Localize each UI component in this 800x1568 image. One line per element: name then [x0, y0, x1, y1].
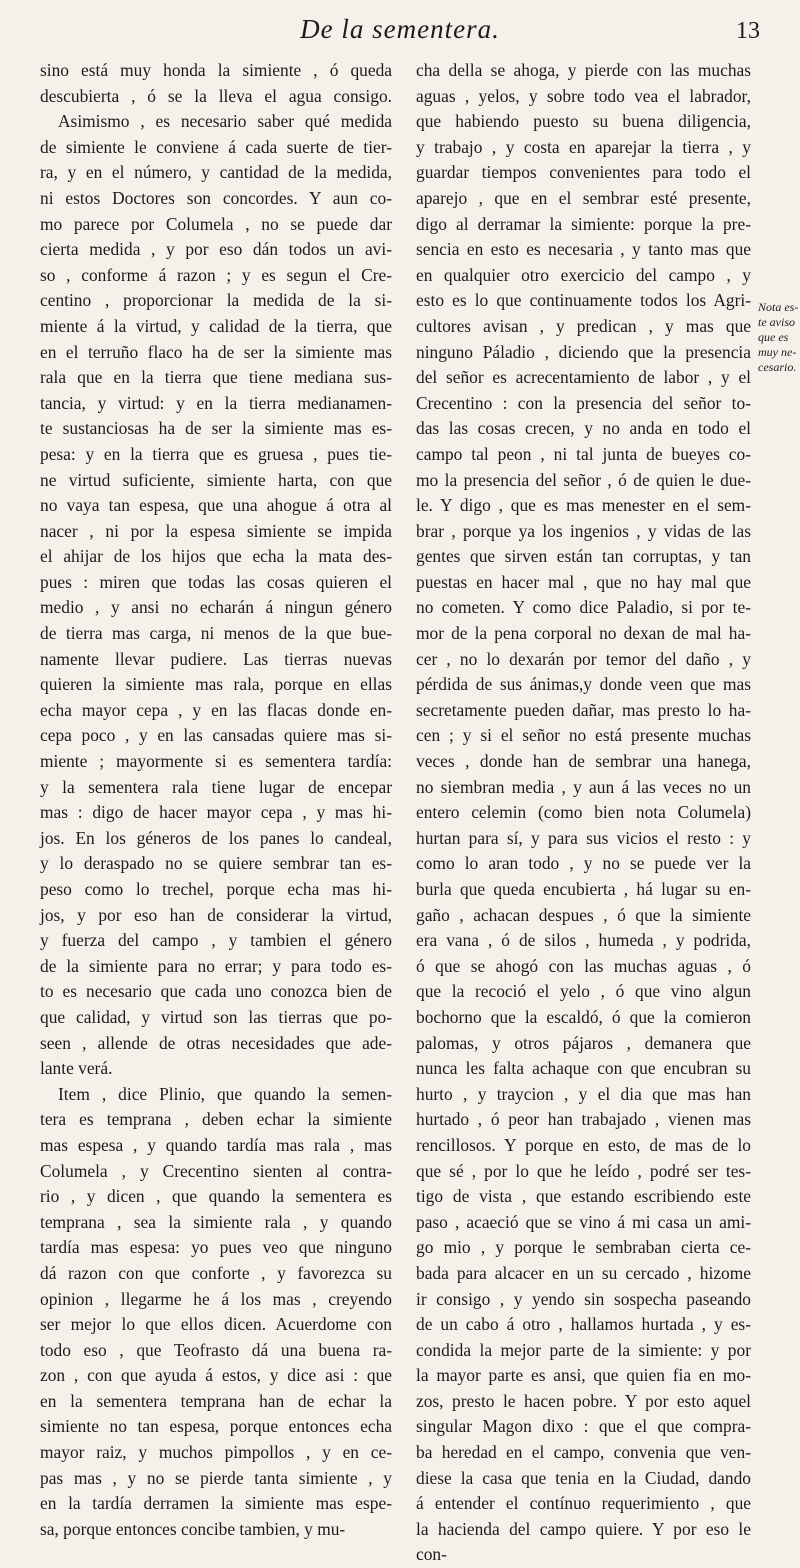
- text-line: la hacienda del campo quiere. Y por eso le: [416, 1518, 751, 1539]
- text-line: que calidad, y virtud son las tierras que po-: [40, 1006, 392, 1027]
- text-line: digo al derramar la simiente: porque la pre-: [416, 213, 751, 234]
- text-line: so , conforme á razon ; y es segun el Cre-: [40, 264, 392, 285]
- text-line: le. Y digo , que es mas menester en el sem-: [416, 495, 751, 516]
- text-line: ba heredad en el campo, convenia que ven-: [416, 1442, 751, 1463]
- text-line: todo eso , que Teofrasto dá una buena ra-: [40, 1339, 392, 1360]
- text-line: que la recoció el yelo , ó que vino algun: [416, 981, 751, 1002]
- text-line: y fuerza del campo , y tambien el género: [40, 930, 392, 951]
- text-line: en la tardía derramen la simiente mas espe-: [40, 1493, 392, 1514]
- text-line: mas : digo de hacer mayor cepa , y mas hi-: [40, 802, 392, 823]
- text-line: bada para alcacer en un su cercado , hizome: [416, 1262, 751, 1283]
- running-title: De la sementera.: [300, 14, 500, 44]
- margin-note-line: te aviso: [758, 315, 795, 329]
- text-line: mas espesa , y quando tardía mas rala , mas: [40, 1134, 392, 1155]
- text-line: seen , allende de otras necesidades que ade-: [40, 1032, 392, 1053]
- text-line: te sustanciosas ha de ser la simiente mas es-: [40, 418, 392, 439]
- text-line: veces , donde han de sembrar una hanega,: [416, 751, 751, 772]
- margin-note-line: muy ne-: [758, 345, 797, 359]
- text-line: aparejo , que en el sembrar esté presente,: [416, 187, 751, 208]
- text-line: hurtado , ó peor han trabajado , vienen mas: [416, 1109, 751, 1130]
- text-line: rio , y dicen , que quando la sementera es: [40, 1186, 392, 1207]
- text-line: del señor es acrecentamiento de labor , y el: [416, 367, 751, 388]
- text-line: opinion , llegarme he á los mas , creyendo: [40, 1288, 392, 1309]
- text-line: de simiente le conviene á cada suerte de tier-: [40, 136, 392, 157]
- text-line: das las cosas crecen, y no anda en todo el: [416, 418, 751, 439]
- text-line: simiente no tan espesa, porque entonces echa: [40, 1416, 392, 1437]
- text-line: pérdida de sus ánimas,y donde veen que mas: [416, 674, 751, 695]
- text-line: jos, y por eso han de considerar la virtud,: [40, 904, 392, 925]
- text-line: burla que queda encubierta , há lugar su en-: [416, 879, 751, 899]
- text-line: no vaya tan espesa, que una ahogue á otra al: [40, 495, 392, 516]
- text-line: el ahijar de los hijos que echa la mata des-: [40, 546, 392, 567]
- text-line: de un cabo á otro , hallamos hurtada , y es-: [416, 1314, 751, 1335]
- text-line: nacer , ni por la espesa simiente se impida: [40, 520, 392, 541]
- text-line: y trabajo , y costa en aparejar la tierra , y: [416, 136, 751, 157]
- text-line: pues : miren que todas las cosas quieren el: [40, 571, 392, 592]
- text-line: era vana , ó de silos , humeda , y podrida,: [416, 930, 751, 951]
- text-line: mayor raiz, y muchos pimpollos , y en ce-: [40, 1442, 392, 1463]
- page-number: 13: [736, 18, 760, 44]
- text-line: de la simiente para no errar; y para todo es-: [40, 955, 392, 976]
- text-line: tera es temprana , deben echar la simiente: [40, 1109, 392, 1130]
- text-line: y lo deraspado no se quiere sembrar tan es-: [40, 853, 392, 874]
- margin-note-line: Nota es-: [758, 300, 799, 314]
- text-line: puestas en hacer mal , que no hay mal que: [416, 571, 751, 592]
- text-line: gentes que sirven están tan corruptas, y tan: [416, 546, 751, 567]
- text-line: ni estos Doctores son concordes. Y aun co-: [40, 187, 392, 208]
- text-line: que habiendo puesto su buena diligencia,: [416, 111, 751, 132]
- text-line: tancia, y virtud: y en la tierra medianamen-: [40, 392, 392, 413]
- text-line: ser mejor lo que ellos dicen. Acuerdome con: [40, 1314, 392, 1335]
- text-line: á entender el contínuo requerimiento , que: [416, 1493, 751, 1514]
- right-text-column: [416, 58, 751, 1568]
- text-line: singular Magon dixo : que el que compra-: [416, 1416, 751, 1437]
- text-line: pesa: y en la tierra que es gruesa , pues tie-: [40, 443, 392, 464]
- text-line: la mayor parte es ansi, que quien fia en mo-: [416, 1365, 751, 1386]
- text-line: medio , y ansi no echarán á ningun género: [40, 597, 392, 618]
- page-header: [0, 12, 800, 52]
- text-line: jos. En los géneros de los panes lo candeal,: [40, 827, 392, 848]
- text-line: diese la casa que tenia en la Ciudad, dando: [416, 1467, 751, 1488]
- left-text-column: [40, 58, 392, 1542]
- text-line: tardía mas espesa: yo pues veo que ninguno: [40, 1237, 392, 1258]
- text-line: ir consigo , y yendo sin sospecha paseando: [416, 1288, 751, 1309]
- text-line: zos, presto le hacen pobre. Y por esto aquel: [416, 1390, 751, 1411]
- text-line: cepa poco , y en las cansadas quiere mas si-: [40, 725, 392, 746]
- text-line: gaño , achacan despues , ó que la simiente: [416, 904, 751, 925]
- text-line: guardar tiempos convenientes para todo el: [416, 162, 751, 183]
- text-line: que sé , por lo que he leído , podré ser tes-: [416, 1160, 751, 1181]
- text-line: condida la mejor parte de la simiente: y por: [416, 1339, 751, 1360]
- text-line: sencia en esto es necesaria , y tanto mas que: [416, 239, 751, 260]
- text-line: sino está muy honda la simiente , ó queda: [40, 60, 392, 80]
- text-line: en el terruño flaco ha de ser la simiente mas: [40, 341, 392, 362]
- text-line: cer , no lo dexarán por temor del daño , y: [416, 648, 751, 669]
- text-line: con-: [416, 1544, 447, 1565]
- text-line: y la sementera rala tiene lugar de encepar: [40, 776, 392, 797]
- text-line: rencillosos. Y porque en esto, de mas de lo: [416, 1134, 751, 1155]
- text-line: mo la presencia del señor , ó de quien le due-: [416, 469, 751, 490]
- text-line: de tierra mas carga, ni menos de la que bue-: [40, 623, 392, 644]
- text-line: peso como lo trechel, porque echa mas hi-: [40, 879, 392, 899]
- text-line: Crecentino : con la presencia del señor to-: [416, 392, 751, 413]
- text-line: ne virtud suficiente, simiente harta, con que: [40, 469, 392, 490]
- text-line: namente llevar pudiere. Las tierras nuevas: [40, 648, 392, 669]
- text-line: dá razon con que conforte , y favorezca su: [40, 1262, 392, 1283]
- text-line: bochorno que la escaldó, ó que la comieron: [416, 1006, 751, 1027]
- text-line: cen ; y si el señor no está presente muchas: [416, 725, 751, 746]
- text-line: miente ; mayormente si es sementera tardía:: [40, 751, 392, 772]
- text-line: paso , acaeció que se vino á mi casa un ami-: [416, 1211, 751, 1232]
- text-line: aguas , yelos, y sobre todo vea el labrador,: [416, 85, 751, 106]
- text-line: cierta medida , y por eso dán todos un avi-: [40, 239, 392, 260]
- text-line: echa mayor cepa , y en las flacas donde en-: [40, 699, 392, 720]
- text-line: to es necesario que cada uno conozca bien de: [40, 981, 392, 1002]
- text-line: no siembran media , y aun á las veces no un: [416, 776, 751, 797]
- text-line: ra, y en el número, y cantidad de la medida,: [40, 162, 392, 183]
- text-line: mor de la pena corporal no dexan de mal ha-: [416, 623, 751, 644]
- text-line: campo tal peon , ni tal junta de bueyes co-: [416, 443, 751, 464]
- text-line: como lo aran todo , y no se puede ver la: [416, 853, 751, 874]
- text-line: ninguno Páladio , diciendo que la presencia: [416, 341, 751, 362]
- text-line: centino , proporcionar la medida de la si-: [40, 290, 392, 311]
- text-line: esto es lo que continuamente todos los Agri-: [416, 290, 751, 311]
- text-line: Columela , y Crecentino sienten al contra-: [40, 1160, 392, 1181]
- text-line: miente á la virtud, y calidad de la tierra, que: [40, 315, 392, 336]
- text-line: hurtan para sí, y para sus vicios el resto : y: [416, 827, 751, 848]
- text-line: palomas, y otros pájaros , demanera que: [416, 1032, 751, 1053]
- text-line: Asimismo , es necesario saber qué medida: [58, 111, 392, 132]
- text-line: zon , con que ayuda á estos, y dice asi : que: [40, 1365, 392, 1386]
- margin-note-line: cesario.: [758, 360, 797, 374]
- text-line: lante verá.: [40, 1058, 113, 1079]
- text-line: quieren la simiente mas rala, porque en ellas: [40, 674, 392, 695]
- text-line: go mio , y porque le sembraban cierta ce-: [416, 1237, 751, 1258]
- text-line: tigo de vista , que estando escribiendo este: [416, 1186, 751, 1207]
- margin-note: [758, 300, 800, 375]
- text-line: nunca les falta achaque con que encubran su: [416, 1058, 751, 1079]
- text-line: mo parece por Columela , no se puede dar: [40, 213, 392, 234]
- text-line: ó que se ahogó con las muchas aguas , ó: [416, 955, 751, 976]
- text-line: brar , porque ya los ingenios , y vidas de las: [416, 520, 751, 541]
- text-line: en la sementera temprana han de echar la: [40, 1390, 392, 1411]
- text-line: Item , dice Plinio, que quando la semen-: [58, 1083, 392, 1104]
- margin-note-line: que es: [758, 330, 789, 344]
- text-line: en qualquier otro exercicio del campo , y: [416, 264, 751, 285]
- text-line: secretamente pueden dañar, mas presto lo ha-: [416, 699, 751, 720]
- text-line: hurto , y traycion , y el dia que mas han: [416, 1083, 751, 1104]
- text-line: no cometen. Y como dice Paladio, si por te-: [416, 597, 751, 618]
- text-line: rala que en la tierra que tiene mediana sus-: [40, 367, 392, 388]
- text-line: pas mas , y no se pierde tanta simiente , y: [40, 1467, 392, 1488]
- text-line: entero celemin (como bien nota Columela): [416, 802, 751, 823]
- text-line: cultores avisan , y predican , y mas que: [416, 315, 751, 336]
- text-line: sa, porque entonces concibe tambien, y mu-: [40, 1518, 346, 1539]
- text-line: cha della se ahoga, y pierde con las muchas: [416, 60, 751, 80]
- text-line: temprana , sea la simiente rala , y quando: [40, 1211, 392, 1232]
- text-line: descubierta , ó se la lleva el agua consigo.: [40, 85, 392, 106]
